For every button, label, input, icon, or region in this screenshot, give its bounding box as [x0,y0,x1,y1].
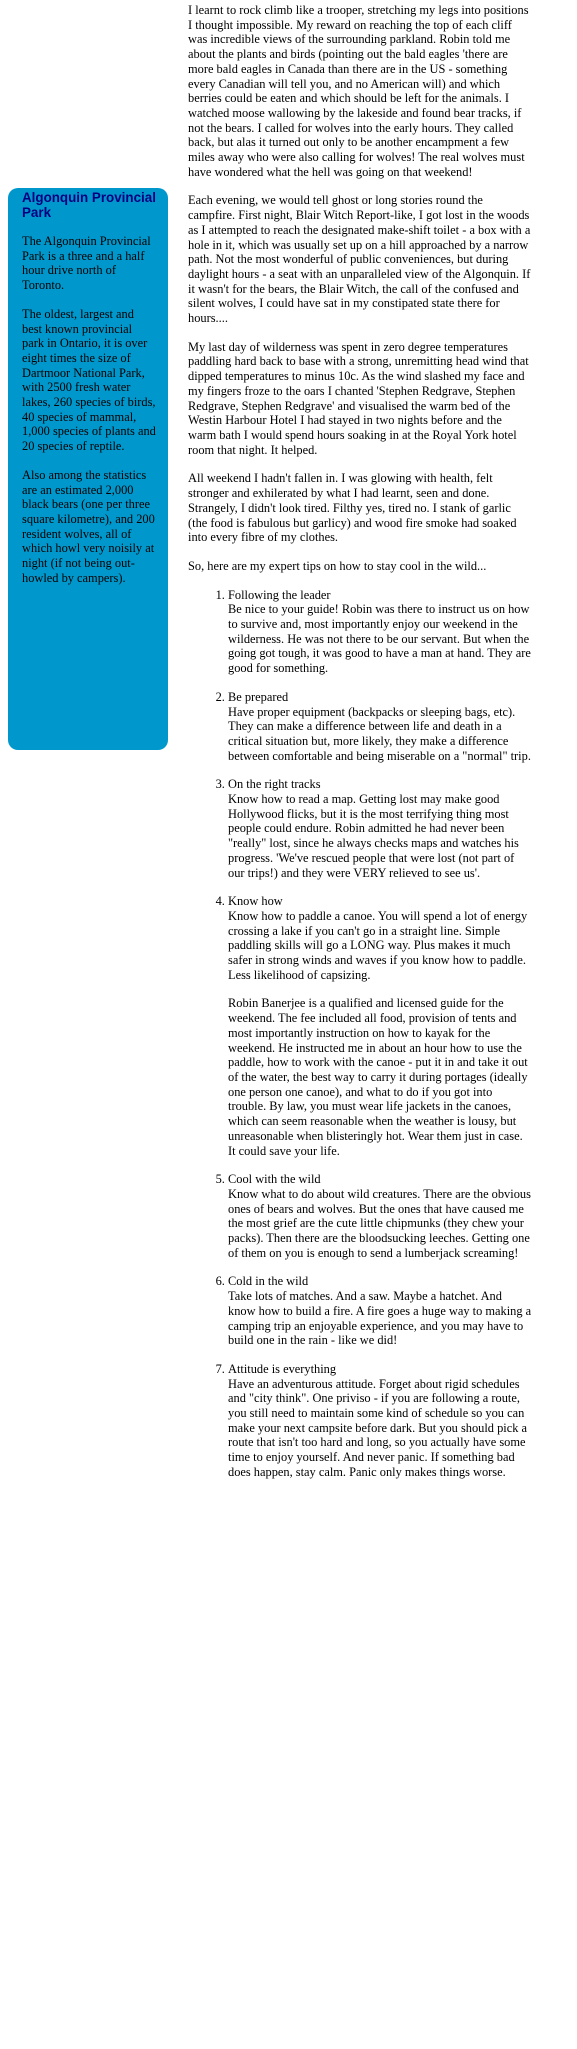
tip-body: Take lots of matches. And a saw. Maybe a hatchet. And know how to build a fire. A fire goes a huge way to making a camping trip an enjoyable experience, and you may have to build one in the rain - like we did! [228,1289,532,1348]
tip-extra-paragraph: Robin Banerjee is a qualified and licensed guide for the weekend. The fee included all food, provision of tents and most importantly instruction on how to kayak for the weekend. He instructed me in about an hour how to use the paddle, how to work with the canoe - put it in and take it out of the water, the best way to carry it during portages (ideally one person one canoe), and what to do if you got into trouble. By law, you must wear life jackets in the canoes, which can seem reasonable when the weather is lousy, but unreasonable when blisteringly hot. Wear them just in case. It could save your life. [228,996,528,1158]
tip-item [228,1362,532,1480]
tip-item [228,690,532,764]
tip-title: 1. Following the leader [228,587,331,602]
sidebar-title: Algonquin Provincial Park [22,190,156,220]
tips-list [188,588,532,1480]
article-paragraph: I learnt to rock climb like a trooper, stretching my legs into positions I thought impossible. My reward on reaching the top of each cliff was incredible views of the surrounding parkland. Robin told me about the plants and birds (pointing out the bald eagles 'there are more bald eagles in Canada than there are in the US - something every Canadian will tell you, and no American will) and which berries could be eaten and which should be left for the animals. I watched moose wallowing by the lakeside and found bear tracks, if not the bears. I called for wolves into the early hours. They called back, but alas it turned out only to be another encampment a few miles away who were also calling for wolves! The real wolves must have wondered what the hell was going on that weekend! [188,3,529,179]
tip-item [228,894,532,1158]
tip-body: Know how to read a map. Getting lost may make good Hollywood flicks, but it is the most terrifying thing most people could endure. Robin admitted he had never been "really" lost, since he always checks maps and watches his progress. 'We've rescued people that were lost (not part of our trips!) and they were VERY relieved to see us'. [228,792,519,880]
tip-title: 4. Know how [228,894,283,909]
article-paragraph: So, here are my expert tips on how to stay cool in the wild... [188,558,487,573]
tip-body: Know what to do about wild creatures. There are the obvious ones of bears and wolves. But the ones that have caused me the most grief are the cute little chipmunks (they chew your packs). Then there are the bloodsucking leeches. Getting one of them on you is enough to send a lumberjack screaming! [228,1186,531,1260]
tip-title: 5. Cool with the wild [228,1172,321,1187]
tip-body: Have an adventurous attitude. Forget about rigid schedules and "city think". One priviso - if you are following a route, you still need to maintain some kind of schedule so you can make your next campsite before dark. But you should pick a route that isn't too hard and long, so you actually have some time to enjoy yourself. And never panic. If something bad does happen, stay calm. Panic only makes things worse. [228,1376,528,1479]
tip-item [228,588,532,676]
sidebar-paragraph: Also among the statistics are an estimated 2,000 black bears (one per three square kilometre), and 200 resident wolves, all of which howl very noisily at night (if not being out-howled by campers). [22,467,155,585]
article-paragraph: Each evening, we would tell ghost or long stories round the campfire. First night, Blair Witch Report-like, I got lost in the woods as I attempted to reach the designated make-shift toilet - a box with a hole in it, which was usually set up on a hill approached by a narrow path. Not the most wonderful of public conveniences, but during daylight hours - a seat with an unparalleled view of the Algonquin. If it wasn't for the bears, the Blair Witch, the call of the confused and silent wolves, I could have sat in my constipated state there for hours.... [188,193,531,326]
tip-title: 3. On the right tracks [228,777,321,792]
tip-body: Know how to paddle a canoe. You will spend a lot of energy crossing a lake if you can't go in a straight line. Simple paddling skills will go a LONG way. Plus makes it much safer in strong winds and waves if you know how to paddle. Less likelihood of capsizing. [228,908,528,982]
tip-item [228,777,532,880]
sidebar-paragraph: The Algonquin Provincial Park is a three and a half hour drive north of Toronto. [22,234,151,293]
article-paragraph: All weekend I hadn't fallen in. I was glowing with health, felt stronger and exhilerated by what I had learnt, seen and done. Strangely, I didn't look tired. Filthy yes, tired no. I stank of garlic (the food is fabulous but garlicy) and wood fire smoke had soaked into every fibre of my clothes. [188,471,517,545]
tip-item [228,1274,532,1348]
sidebar-paragraph: The oldest, largest and best known provincial park in Ontario, it is over eight times the size of Dartmoor National Park, with 2500 fresh water lakes, 260 species of birds, 40 species of mammal, 1,000 species of plants and 20 species of reptile. [22,306,156,454]
tip-title: 2. Be prepared [228,689,289,704]
article-paragraph: My last day of wilderness was spent in zero degree temperatures paddling hard back to base with a strong, unremitting head wind that dipped temperatures to minus 10c. As the wind slashed my face and my fingers froze to the oars I chanted 'Stephen Redgrave, Stephen Redgrave, Stephen Redgrave' and visualised the warm bed of the Westin Harbour Hotel I had stayed in two nights before and the warm bath I would spend hours soaking in at the Royal York hotel room that night. It helped. [188,339,529,457]
tip-body: Have proper equipment (backpacks or sleeping bags, etc). They can make a difference between life and death in a critical situation but, more likely, they make a difference between comfortable and being miserable on a "normal" trip. [228,704,531,763]
article-body [188,3,532,1494]
tip-title: 7. Attitude is everything [228,1361,337,1376]
tip-item [228,1172,532,1260]
sidebar-fact-box [8,188,168,750]
tip-title: 6. Cold in the wild [228,1274,309,1289]
tip-body: Be nice to your guide! Robin was there to instruct us on how to survive and, most importantly enjoy our weekend in the wilderness. He was not there to be our servant. But when the going got tough, it was good to have a man at hand. They are good for something. [228,602,531,676]
